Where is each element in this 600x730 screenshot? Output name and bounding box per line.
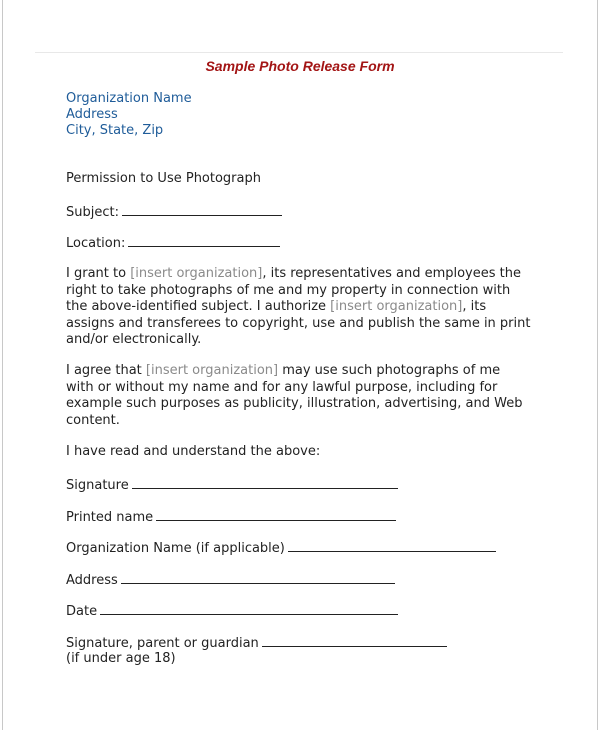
paragraph-line: and/or electronically. [66,332,202,347]
form-title: Sample Photo Release Form [205,58,395,74]
guardian-signature-field[interactable] [66,634,447,653]
address-label: Address [66,573,118,588]
paragraph-line: with or without my name and for any lawful purpose, including for [66,379,498,395]
date-field[interactable] [66,602,398,621]
printed-name-line[interactable] [156,508,396,521]
location-label: Location: [66,236,126,251]
permission-heading: Permission to Use Photograph [66,171,261,186]
subject-line[interactable] [122,203,282,216]
header-divider [35,52,563,53]
agree-paragraph [66,363,536,429]
subject-label: Subject: [66,205,119,220]
org-name-label: Organization Name (if applicable) [66,541,285,556]
org-city-line: City, State, Zip [66,123,164,138]
printed-name-field[interactable] [66,508,396,527]
paragraph-line: I grant to [insert organization], its representatives and employees the [66,266,521,281]
paragraph-line: content. [66,412,120,428]
org-name-line: Organization Name [66,91,192,106]
organization-placeholder: [insert organization] [145,363,279,378]
paragraph-line: the above-identified subject. I authorize [insert organization], its [66,299,487,314]
grant-paragraph [66,266,536,349]
acknowledge-text: I have read and understand the above: [66,444,321,459]
organization-placeholder: [insert organization] [130,266,263,281]
printed-name-label: Printed name [66,510,154,525]
address-field[interactable] [66,571,395,590]
paragraph-line: right to take photographs of me and my property in connection with [66,282,511,298]
location-line[interactable] [128,234,280,247]
location-field[interactable] [66,234,280,253]
guardian-note: (if under age 18) [66,651,176,666]
paragraph-line: assigns and transferees to copyright, use and publish the same in print [66,315,531,331]
org-name-field[interactable] [66,539,496,558]
signature-line[interactable] [132,476,398,489]
address-line[interactable] [121,571,395,584]
guardian-signature-label: Signature, parent or guardian [66,636,259,651]
org-name-line[interactable] [288,539,496,552]
date-label: Date [66,604,98,619]
paragraph-line: I agree that [insert organization] may use such photographs of me [66,363,501,378]
organization-placeholder: [insert organization] [330,299,463,314]
organization-block [66,91,192,139]
paragraph-line: example such purposes as publicity, illustration, advertising, and Web [66,396,523,411]
org-address-line: Address [66,107,118,122]
subject-field[interactable] [66,203,282,222]
signature-label: Signature [66,478,129,493]
signature-field[interactable] [66,476,398,495]
date-line[interactable] [100,602,398,615]
guardian-signature-line[interactable] [262,634,447,647]
